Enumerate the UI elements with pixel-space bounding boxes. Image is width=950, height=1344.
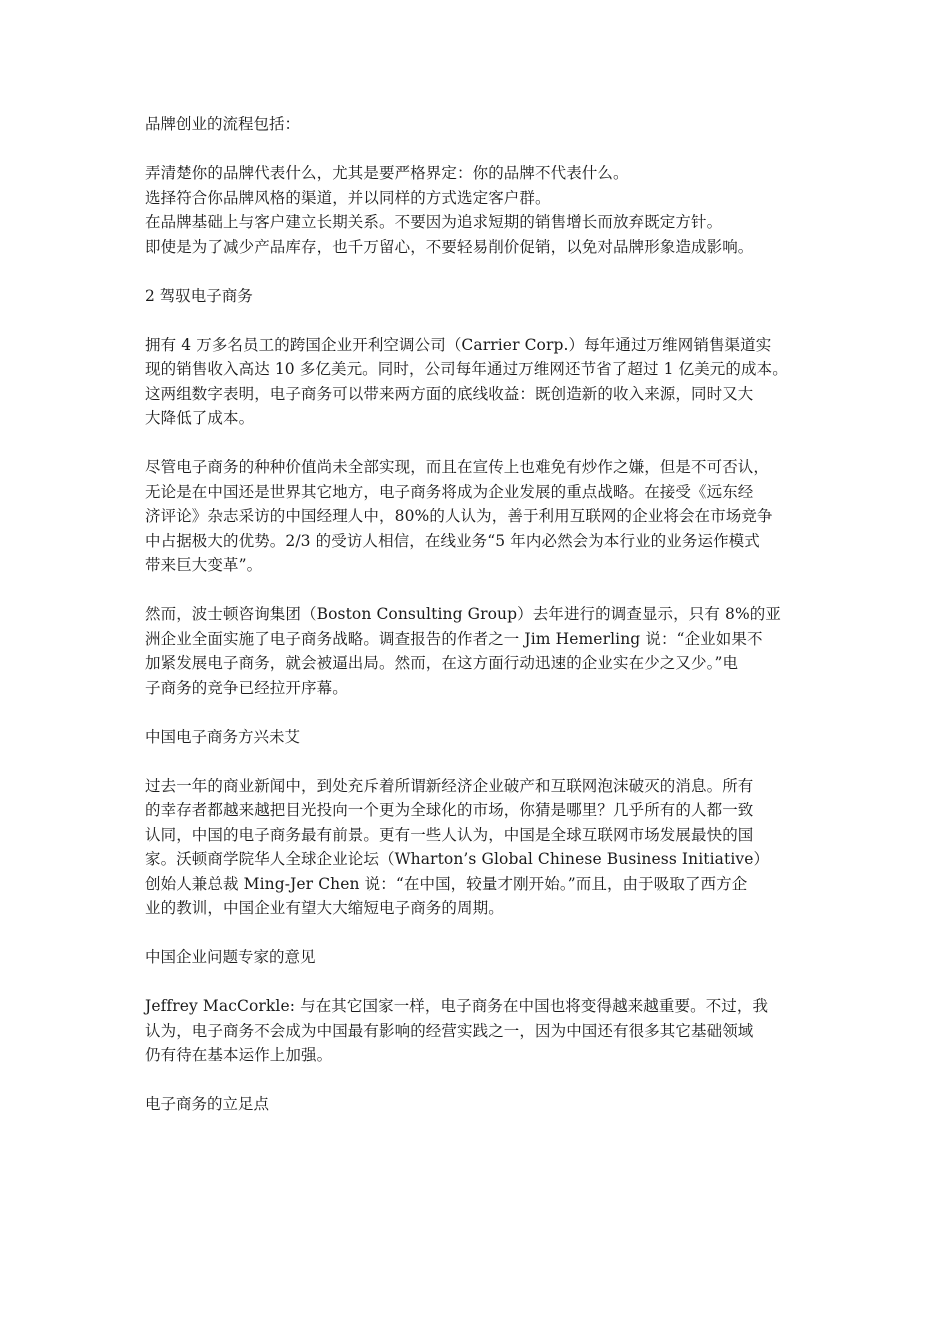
paragraph-line: 的幸存者都越来越把目光投向一个更为全球化的市场，你猜是哪里？几乎所有的人都一致 (145, 801, 754, 819)
paragraph-line: 现的销售收入高达 10 多亿美元。同时，公司每年通过万维网还节省了超过 1 亿美元的成本。 (145, 360, 788, 378)
intro-title: 品牌创业的流程包括： (145, 115, 301, 133)
section-heading: 2 驾驭电子商务 (145, 286, 253, 305)
paragraph-carrier (145, 333, 815, 431)
list-item: 选择符合你品牌风格的渠道，并以同样的方式选定客户群。 (145, 188, 551, 207)
paragraph-line: 洲企业全面实施了电子商务战略。调查报告的作者之一 Jim Hemerling 说：“企业如果不 (145, 629, 763, 648)
list-item: 在品牌基础上与客户建立长期关系。不要因为追求短期的销售增长而放弃既定方针。 (145, 213, 723, 231)
paragraph-line: 加紧发展电子商务，就会被逼出局。然而，在这方面行动迅速的企业实在少之又少。”电 (145, 654, 739, 672)
paragraph-line: 大降低了成本。 (145, 409, 255, 427)
paragraph-line: 拥有 4 万多名员工的跨国企业开利空调公司（Carrier Corp.）每年通过万维网销售渠道实 (145, 335, 772, 354)
section-heading: 中国电子商务方兴未艾 (145, 727, 301, 746)
paragraph-experts (145, 994, 815, 1068)
document-body (145, 112, 815, 1141)
paragraph-line: 济评论》杂志采访的中国经理人中，80%的人认为，善于利用互联网的企业将会在市场竞争 (145, 507, 773, 525)
paragraph-line: 家。沃顿商学院华人全球企业论坛（Wharton’s Global Chinese Business Initiative） (145, 850, 770, 868)
paragraph-line: 创始人兼总裁 Ming-Jer Chen 说：“在中国，较量才刚开始。”而且，由于吸取了西方企 (145, 874, 748, 893)
paragraph-line: 然而，波士顿咨询集团（Boston Consulting Group）去年进行的调查显示，只有 8%的亚 (145, 605, 781, 623)
paragraph-line: Jeffrey MacCorkle: 与在其它国家一样，电子商务在中国也将变得越来越重要。不过，我 (145, 997, 769, 1015)
list-item: 即使是为了减少产品库存，也千万留心，不要轻易削价促销，以免对品牌形象造成影响。 (145, 237, 754, 256)
paragraph-bcg (145, 602, 815, 700)
paragraph-line: 中占据极大的优势。2/3 的受访人相信，在线业务“5 年内必然会为本行业的业务运作模式 (145, 531, 760, 550)
paragraph-line: 尽管电子商务的种种价值尚未全部实现，而且在宣传上也难免有炒作之嫌，但是不可否认， (145, 458, 770, 476)
paragraph-line: 仍有待在基本运作上加强。 (145, 1046, 333, 1064)
intro-list (145, 161, 815, 259)
list-item: 弄清楚你的品牌代表什么，尤其是要严格界定：你的品牌不代表什么。 (145, 164, 629, 182)
paragraph-line: 子商务的竞争已经拉开序幕。 (145, 678, 348, 697)
paragraph-line: 认同，中国的电子商务最有前景。更有一些人认为，中国是全球互联网市场发展最快的国 (145, 825, 754, 844)
section-heading: 中国企业问题专家的意见 (145, 948, 316, 966)
section-heading: 电子商务的立足点 (145, 1095, 270, 1113)
paragraph-line: 这两组数字表明，电子商务可以带来两方面的底线收益：既创造新的收入来源，同时又大 (145, 384, 754, 403)
paragraph-line: 无论是在中国还是世界其它地方，电子商务将成为企业发展的重点战略。在接受《远东经 (145, 482, 754, 501)
paragraph-line: 过去一年的商业新闻中，到处充斥着所谓新经济企业破产和互联网泡沫破灭的消息。所有 (145, 776, 754, 795)
paragraph-line: 认为，电子商务不会成为中国最有影响的经营实践之一，因为中国还有很多其它基础领域 (145, 1021, 754, 1040)
paragraph-line: 业的教训，中国企业有望大大缩短电子商务的周期。 (145, 899, 504, 917)
paragraph-strategy (145, 455, 815, 578)
paragraph-line: 带来巨大变革”。 (145, 556, 263, 574)
paragraph-china (145, 774, 815, 921)
